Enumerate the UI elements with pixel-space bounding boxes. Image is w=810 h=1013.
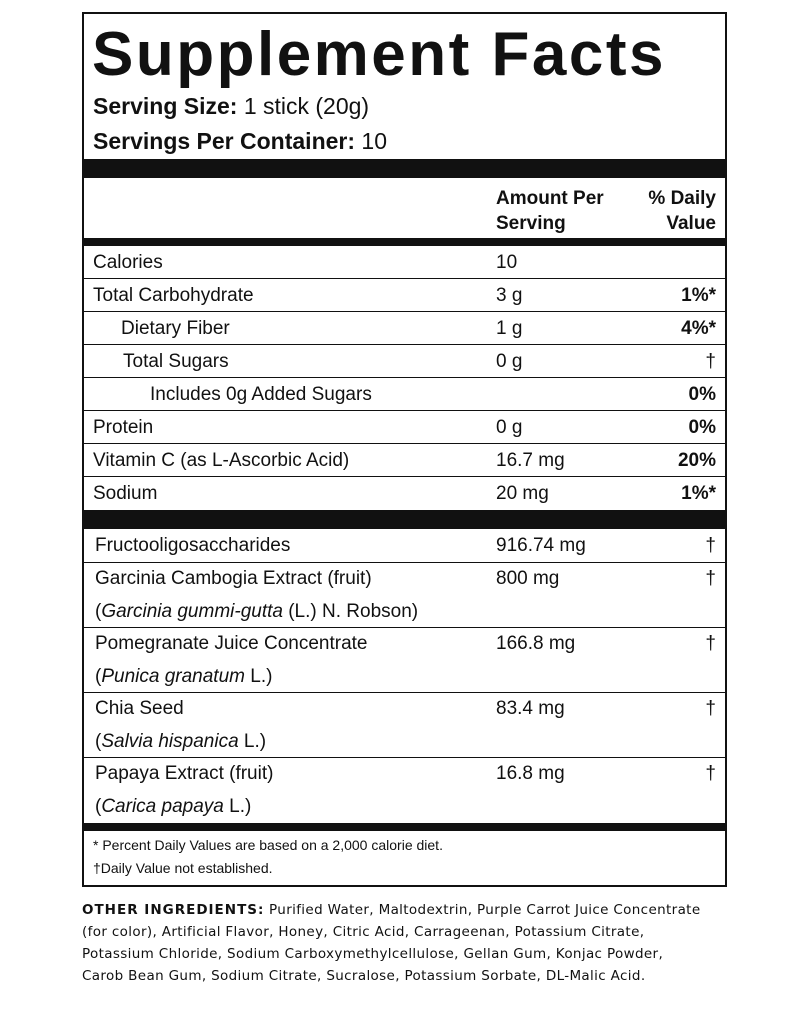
nutrient-amount: 10 [496,252,518,273]
ingredient-botanical-name [95,666,272,688]
ingredient-dv: † [705,535,716,556]
nutrient-row-calories [84,247,725,279]
nutrient-name: Calories [93,252,163,273]
nutrient-row-vitamin-c [84,445,725,477]
nutrient-amount: 1 g [496,318,523,339]
blend-row-pomegranate [84,628,725,693]
ingredient-dv: † [705,633,716,654]
ingredient-name: Fructooligosaccharides [95,535,291,556]
ingredient-amount: 166.8 mg [496,633,576,654]
latin-authority: L.) [238,731,267,752]
serving-size [93,92,369,120]
latin-species: Garcinia gummi-gutta [101,601,283,622]
ingredient-name: Garcinia Cambogia Extract (fruit) [95,568,372,589]
ingredient-botanical-name [95,601,418,623]
latin-open: ( [95,666,102,687]
other-ingredients-label: OTHER INGREDIENTS: [82,902,265,918]
ingredient-dv: † [705,568,716,589]
nutrient-name: Sodium [93,483,158,504]
nutrient-dv: 0% [688,417,716,438]
divider-medium [84,238,725,246]
nutrient-amount: 16.7 mg [496,450,565,471]
footnote-percent-dv: * Percent Daily Values are based on a 2,000 calorie diet. [93,837,443,853]
ingredient-amount: 16.8 mg [496,763,565,784]
servings-per-container-value: 10 [355,128,388,154]
nutrient-name: Vitamin C (as L-Ascorbic Acid) [93,450,350,471]
nutrient-amount: 0 g [496,351,523,372]
nutrient-dv: 20% [677,450,716,471]
serving-size-value: 1 stick (20g) [237,93,370,119]
ingredient-amount: 916.74 mg [496,535,586,556]
nutrient-amount: 0 g [496,417,523,438]
servings-per-container [93,127,387,155]
nutrient-name: Includes 0g Added Sugars [150,384,372,405]
latin-authority: (L.) N. Robson) [282,601,419,622]
footnote-dagger: †Daily Value not established. [93,860,273,876]
latin-authority: L.) [223,796,252,817]
header-daily-value [648,186,716,236]
blend-row-fructooligosaccharides [84,530,725,563]
ingredient-amount: 800 mg [496,568,560,589]
supplement-facts-panel [82,12,727,887]
ingredient-amount: 83.4 mg [496,698,565,719]
divider-thick [84,159,725,178]
nutrient-row-dietary-fiber [84,313,725,345]
latin-species: Salvia hispanica [101,731,239,752]
header-dv-line2: Value [666,213,716,234]
ingredient-botanical-name [95,796,251,818]
nutrient-amount: 20 mg [496,483,549,504]
ingredient-botanical-name [95,731,266,753]
panel-title: Supplement Facts [92,20,666,89]
ingredient-dv: † [705,763,716,784]
nutrient-row-total-sugars [84,346,725,378]
nutrient-name: Total Carbohydrate [93,285,254,306]
header-amount-line2: Serving [496,213,566,234]
ingredient-dv: † [705,698,716,719]
latin-open: ( [95,731,102,752]
latin-open: ( [95,601,102,622]
blend-row-papaya [84,758,725,823]
nutrient-row-protein [84,412,725,444]
latin-species: Carica papaya [101,796,224,817]
header-amount-line1: Amount Per [496,188,604,209]
latin-species: Punica granatum [101,666,245,687]
nutrient-row-total-carbohydrate [84,280,725,312]
servings-per-container-label: Servings Per Container: [93,128,356,154]
nutrient-dv: 1%* [681,285,716,306]
other-ingredients [82,899,707,987]
other-ingredients-text: Purified Water, Maltodextrin, Purple Carrot Juice Concentrate (for color), Artificial Flavor, Honey, Citric Acid, Carrageenan, Potassium Citrate, Potassium Chloride, Sodium Carboxymethylcellulose, Gellan Gum, Konjac Powder, Carob Bean Gum, Sodium Citrate, Sucralose, Potassium Sorbate, DL-Malic Acid. [82,902,701,984]
blend-row-chia-seed [84,693,725,758]
nutrient-amount: 3 g [496,285,523,306]
serving-size-label: Serving Size: [93,93,238,119]
ingredient-name: Papaya Extract (fruit) [95,763,274,784]
nutrient-dv: 1%* [681,483,716,504]
nutrient-name: Protein [93,417,154,438]
nutrient-row-sodium [84,478,725,510]
nutrient-row-added-sugars [84,379,725,411]
divider-thick [84,510,725,529]
nutrient-dv: 0% [688,384,716,405]
nutrient-dv: 4%* [681,318,716,339]
blend-row-garcinia [84,563,725,628]
nutrient-dv: † [705,351,716,372]
ingredient-name: Pomegranate Juice Concentrate [95,633,368,654]
nutrient-name: Dietary Fiber [121,318,230,339]
nutrient-name: Total Sugars [123,351,229,372]
header-amount-per-serving [496,186,604,236]
divider-medium [84,823,725,831]
latin-open: ( [95,796,102,817]
ingredient-name: Chia Seed [95,698,184,719]
header-dv-line1: % Daily [648,188,716,209]
latin-authority: L.) [244,666,273,687]
